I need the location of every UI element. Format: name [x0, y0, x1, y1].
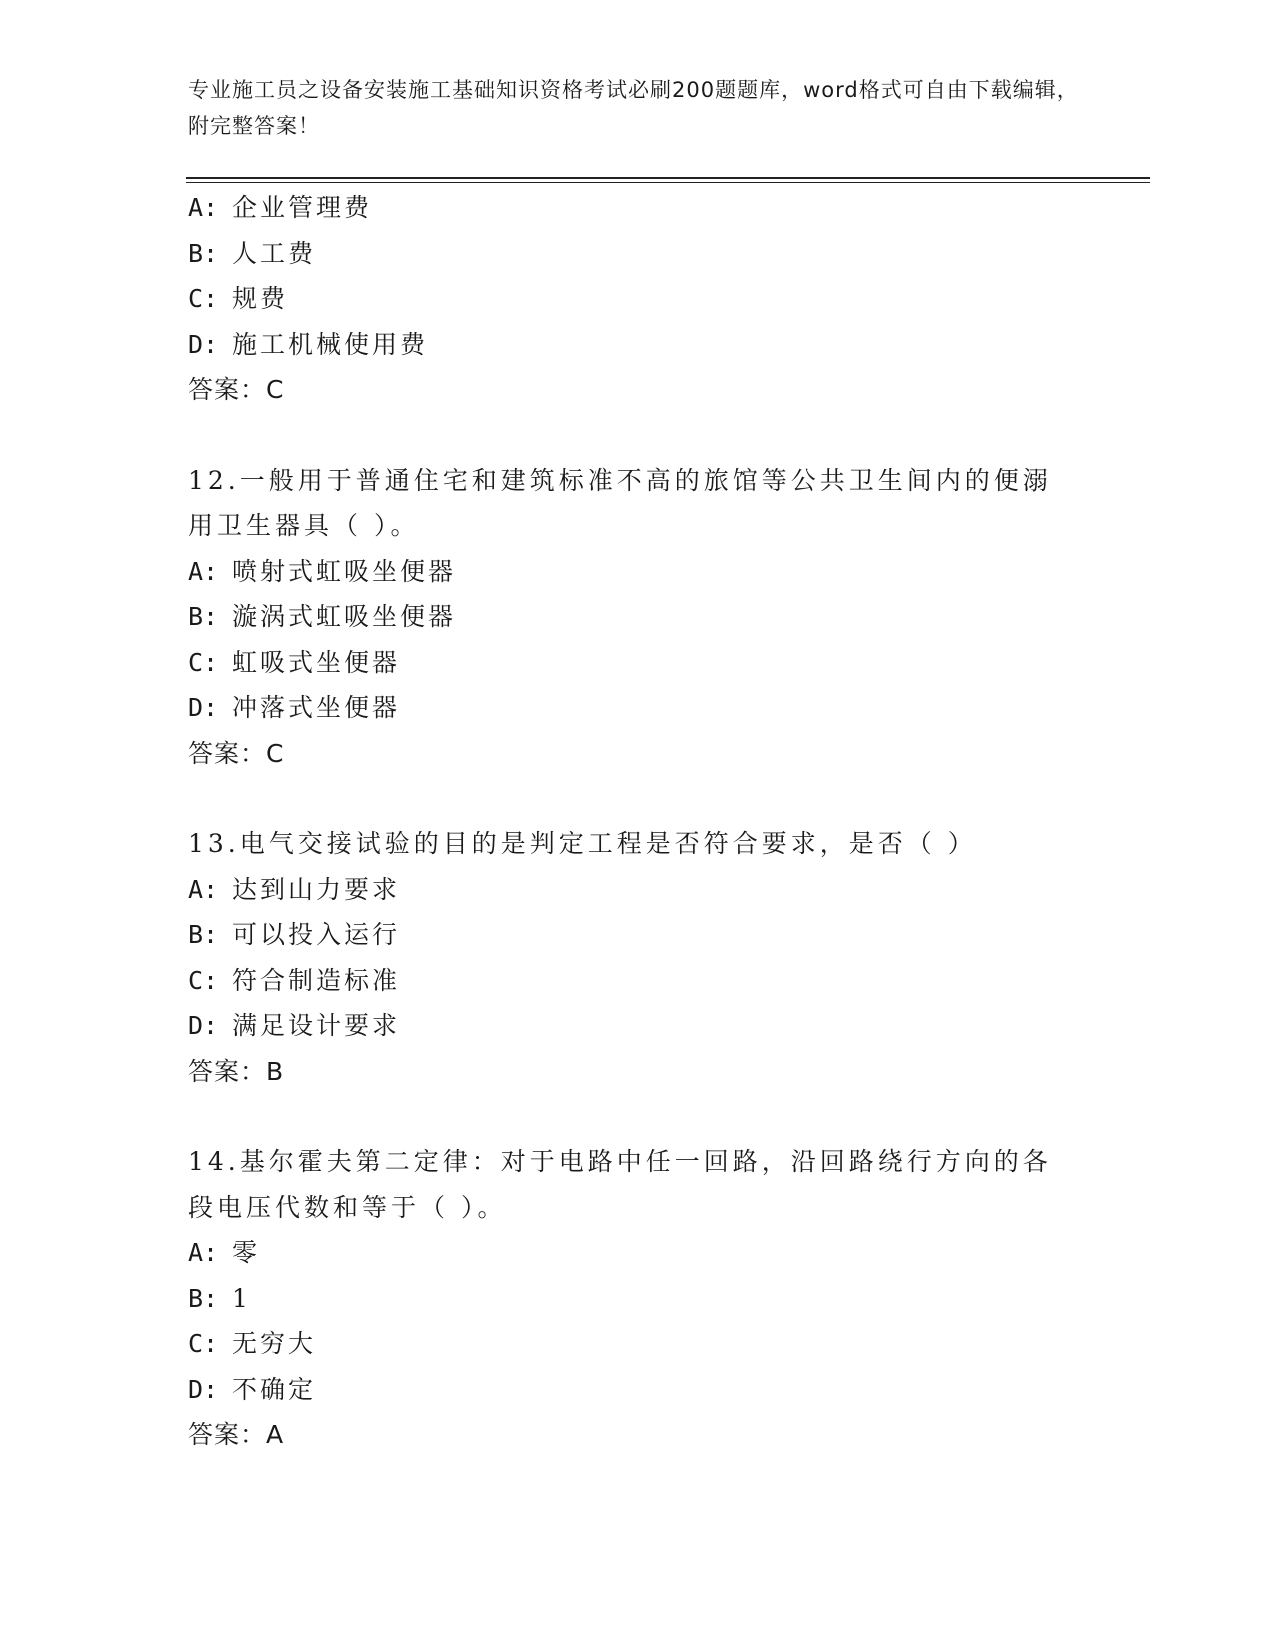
question-14	[188, 1139, 1088, 1458]
option-b: B: 可以投入运行	[188, 920, 401, 949]
answer-text: 答案：C	[188, 738, 285, 768]
option-a: A: 企业管理费	[188, 193, 373, 222]
option-b: B: 人工费	[188, 238, 317, 268]
header-divider	[186, 177, 1150, 183]
question-text: 13.电气交接试验的目的是判定工程是否符合要求，是否（ ）	[188, 829, 977, 858]
question-list	[188, 185, 1088, 1458]
option-a: A: 零	[188, 1238, 261, 1267]
option-c: C: 虹吸式坐便器	[188, 647, 401, 677]
option-c: C: 规费	[188, 284, 289, 313]
question-12	[188, 458, 1088, 777]
answer-text: 答案：C	[188, 375, 285, 404]
option-b: B: 漩涡式虹吸坐便器	[188, 602, 457, 631]
option-c: C: 符合制造标准	[188, 965, 401, 995]
question-13	[188, 821, 1088, 1094]
option-b: B: 1	[188, 1283, 251, 1313]
question-text: 12.一般用于普通住宅和建筑标准不高的旅馆等公共卫生间内的便溺用卫生器具（ ）。	[188, 465, 1052, 540]
question-11	[188, 185, 1088, 413]
option-c: C: 无穷大	[188, 1329, 317, 1358]
answer-text: 答案：A	[188, 1420, 285, 1449]
option-a: A: 喷射式虹吸坐便器	[188, 556, 457, 586]
answer-text: 答案：B	[188, 1056, 285, 1086]
option-a: A: 达到山力要求	[188, 874, 401, 904]
option-d: D: 施工机械使用费	[188, 329, 429, 359]
option-d: D: 冲落式坐便器	[188, 693, 401, 722]
option-d: D: 满足设计要求	[188, 1011, 401, 1040]
option-d: D: 不确定	[188, 1374, 317, 1404]
question-text: 14.基尔霍夫第二定律：对于电路中任一回路，沿回路绕行方向的各段电压代数和等于（ ）。	[188, 1147, 1052, 1222]
document-header: 专业施工员之设备安装施工基础知识资格考试必刷200题题库，word格式可自由下载编辑，附完整答案！	[188, 78, 1079, 138]
